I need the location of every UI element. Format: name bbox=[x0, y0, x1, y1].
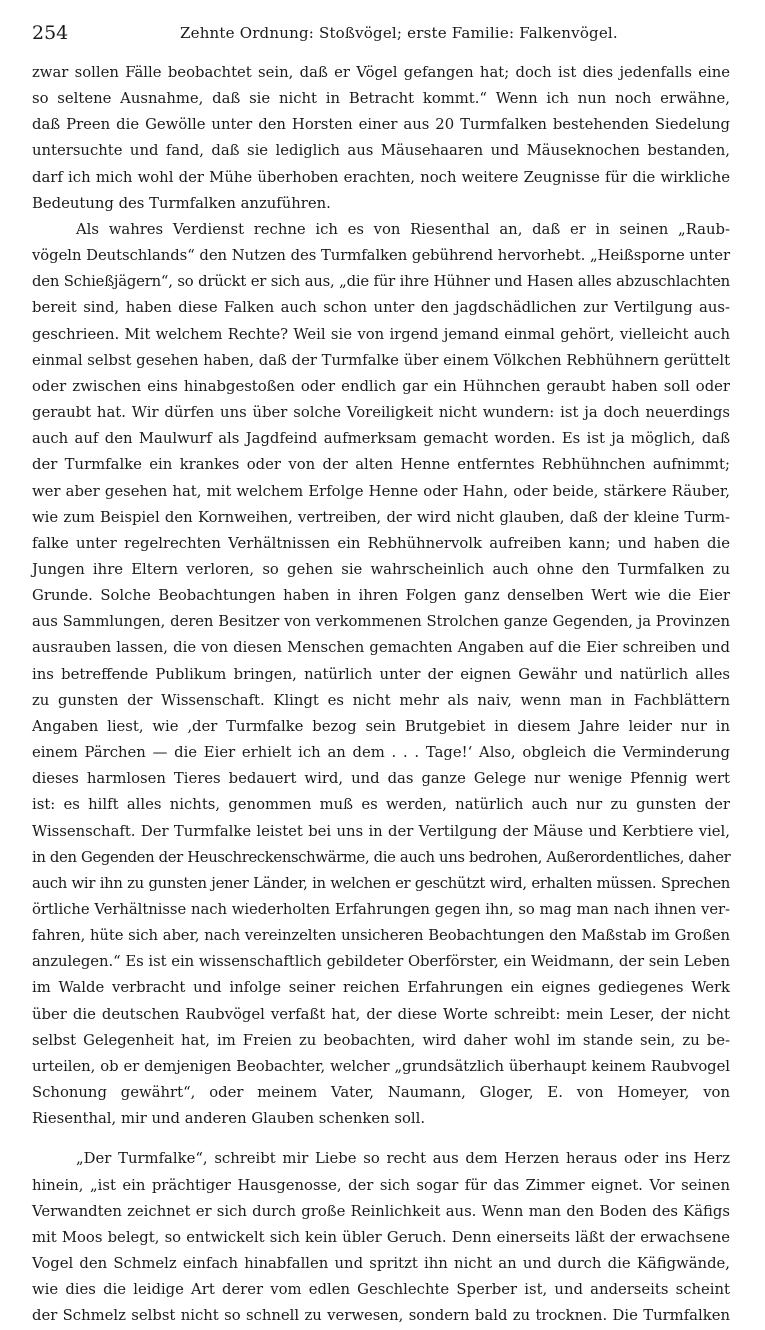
paragraph bbox=[32, 60, 730, 217]
text-line: ausrauben lassen, die von diesen Menschen gemachten Angaben auf die Eier schreiben und bbox=[32, 639, 730, 657]
text-line: Grunde. Solche Beobachtungen haben in ihren Folgen ganz denselben Wert wie die Eier bbox=[32, 587, 730, 605]
text-line: wer aber gesehen hat, mit welchem Erfolge Henne oder Hahn, oder beide, stärkere Räuber, bbox=[32, 482, 730, 500]
page-header bbox=[32, 22, 733, 46]
text-line: dieses harmlosen Tieres bedauert wird, und das ganze Gelege nur wenige Pfennig wert bbox=[32, 770, 730, 788]
paragraph bbox=[32, 217, 730, 1132]
text-line: geraubt hat. Wir dürfen uns über solche Voreiligkeit nicht wundern: ist ja doch neuerdings bbox=[32, 404, 730, 422]
text-line: anzulegen.“ Es ist ein wissenschaftlich gebildeter Oberförster, ein Weidmann, der sein Leben bbox=[32, 953, 730, 971]
text-line: Verwandten zeichnet er sich durch große Reinlichkeit aus. Wenn man den Boden des Käfigs bbox=[32, 1202, 730, 1220]
body-text bbox=[32, 60, 730, 1330]
text-line: auch auf den Maulwurf als Jagdfeind aufmerksam gemacht worden. Es ist ja möglich, daß bbox=[32, 430, 730, 448]
text-line: falke unter regelrechten Verhältnissen ein Rebhühnervolk aufreiben kann; und haben die bbox=[32, 534, 730, 552]
text-line: urteilen, ob er demjenigen Beobachter, welcher „grundsätzlich überhaupt keinem Raubvogel bbox=[32, 1057, 730, 1075]
text-line: einmal selbst gesehen haben, daß der Turmfalke über einem Völkchen Rebhühnern gerüttelt bbox=[32, 351, 731, 369]
text-line: ins betreffende Publikum bringen, natürlich unter der eignen Gewähr und natürlich alles bbox=[32, 665, 730, 683]
text-line: der Schmelz selbst nicht so schnell zu verwesen, sondern bald zu trocknen. Die Turmfalken bbox=[32, 1307, 730, 1325]
text-line: über die deutschen Raubvögel verfaßt hat, der diese Worte schreibt: mein Leser, der nicht bbox=[32, 1005, 730, 1023]
page-number: 254 bbox=[32, 22, 69, 44]
text-line: selbst Gelegenheit hat, im Freien zu beobachten, wird daher wohl im stande sein, zu be- bbox=[32, 1031, 730, 1049]
text-line: ist: es hilft alles nichts, genommen muß es werden, natürlich auch nur zu gunsten der bbox=[32, 796, 730, 814]
text-line: mit Moos belegt, so entwickelt sich kein übler Geruch. Denn einerseits läßt der erwachsene bbox=[32, 1228, 730, 1246]
paragraph bbox=[32, 1146, 730, 1329]
text-line: auch wir ihn zu gunsten jener Länder, in welchen er geschützt wird, erhalten müssen. Sprechen bbox=[32, 874, 730, 892]
text-line: Jungen ihre Eltern verloren, so gehen sie wahrscheinlich auch ohne den Turmfalken zu bbox=[32, 560, 730, 578]
text-line: wie dies die leidige Art derer vom edlen Geschlechte Sperber ist, und anderseits scheint bbox=[32, 1281, 730, 1299]
text-line: örtliche Verhältnisse nach wiederholten Erfahrungen gegen ihn, so mag man nach ihnen ver- bbox=[32, 901, 730, 918]
text-line: im Walde verbracht und infolge seiner reichen Erfahrungen ein eignes gediegenes Werk bbox=[32, 979, 730, 997]
text-line: der Turmfalke ein krankes oder von der alten Henne entferntes Rebhühnchen aufnimmt; bbox=[32, 456, 730, 474]
text-line: untersuchte und fand, daß sie lediglich aus Mäusehaaren und Mäuseknochen bestanden, bbox=[32, 142, 730, 160]
text-line: fahren, hüte sich aber, nach vereinzelten unsicheren Beobachtungen den Maßstab im Großen bbox=[32, 927, 730, 945]
text-line: einem Pärchen — die Eier erhielt ich an dem . . . Tage!‘ Also, obgleich die Verminderung bbox=[32, 744, 730, 762]
text-line: geschrieen. Mit welchem Rechte? Weil sie von irgend jemand einmal gehört, vielleicht auch bbox=[32, 325, 730, 343]
text-line: in den Gegenden der Heuschreckenschwärme, die auch uns bedrohen, Außerordentliches, daher bbox=[32, 848, 731, 866]
text-line: Angaben liest, wie ‚der Turmfalke bezog sein Brutgebiet in diesem Jahre leider nur in bbox=[32, 717, 730, 735]
running-head: Zehnte Ordnung: Stoßvögel; erste Familie: Falkenvögel. bbox=[180, 24, 618, 42]
text-line: darf ich mich wohl der Mühe überhoben erachten, noch weitere Zeugnisse für die wirkliche bbox=[32, 168, 730, 186]
text-line: zwar sollen Fälle beobachtet sein, daß er Vögel gefangen hat; doch ist dies jedenfalls eine bbox=[32, 64, 730, 81]
text-line: vögeln Deutschlands“ den Nutzen des Turmfalken gebührend hervorhebt. „Heißsporne unter bbox=[32, 247, 730, 265]
text-line: „Der Turmfalke“, schreibt mir Liebe so recht aus dem Herzen heraus oder ins Herz bbox=[76, 1150, 730, 1168]
text-line: Bedeutung des Turmfalken anzuführen. bbox=[32, 194, 331, 212]
text-line: zu gunsten der Wissenschaft. Klingt es nicht mehr als naiv, wenn man in Fachblättern bbox=[32, 691, 730, 709]
text-line: so seltene Ausnahme, daß sie nicht in Betracht kommt.“ Wenn ich nun noch erwähne, bbox=[32, 90, 730, 108]
text-line: Schonung gewährt“, oder meinem Vater, Naumann, Gloger, E. von Homeyer, von bbox=[32, 1084, 730, 1102]
text-line: wie zum Beispiel den Kornweihen, vertreiben, der wird nicht glauben, daß der kleine Turm- bbox=[32, 508, 730, 526]
text-line: den Schießjägern“, so drückt er sich aus, „die für ihre Hühner und Hasen alles abzuschlachten bbox=[32, 273, 730, 291]
text-line: hinein, „ist ein prächtiger Hausgenosse, der sich sogar für das Zimmer eignet. Vor seinen bbox=[32, 1176, 730, 1194]
text-line: aus Sammlungen, deren Besitzer von verkommenen Strolchen ganze Gegenden, ja Provinzen bbox=[32, 613, 730, 631]
text-line: Vogel den Schmelz einfach hinabfallen und spritzt ihn nicht an und durch die Käfigwände, bbox=[32, 1255, 730, 1273]
text-line: Als wahres Verdienst rechne ich es von Riesenthal an, daß er in seinen „Raub- bbox=[76, 220, 730, 238]
text-line: bereit sind, haben diese Falken auch schon unter den jagdschädlichen zur Vertilgung aus- bbox=[32, 299, 730, 317]
text-line: Riesenthal, mir und anderen Glauben schenken soll. bbox=[32, 1110, 426, 1128]
text-line: oder zwischen eins hinabgestoßen oder endlich gar ein Hühnchen geraubt haben soll oder bbox=[32, 377, 730, 395]
text-line: Wissenschaft. Der Turmfalke leistet bei uns in der Vertilgung der Mäuse und Kerbtiere viel, bbox=[32, 822, 730, 840]
text-line: daß Preen die Gewölle unter den Horsten einer aus 20 Turmfalken bestehenden Siedelung bbox=[32, 116, 730, 134]
